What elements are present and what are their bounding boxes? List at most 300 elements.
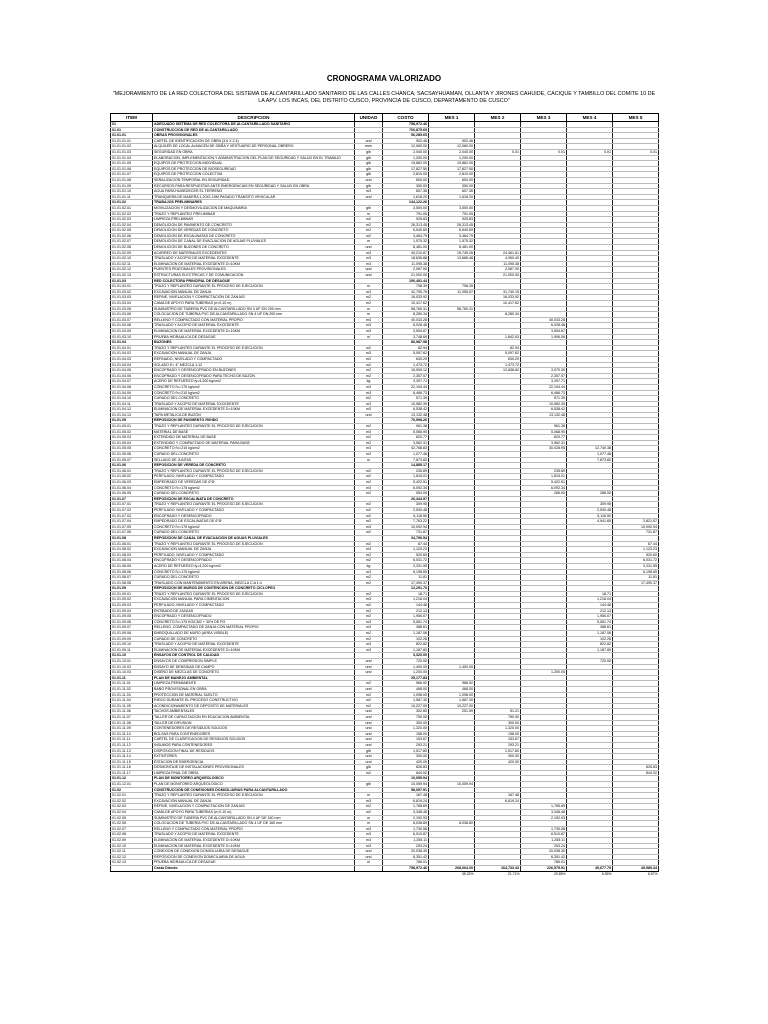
item-cost: 10,227.00: [383, 703, 429, 709]
mes3-value: 253.24: [521, 843, 567, 849]
item-description: EXCAVACION MANUAL DE ZANJA: [153, 351, 355, 357]
mes3-value: 10,982.39: [521, 401, 567, 407]
item-code: 01.01.04.10: [111, 396, 153, 402]
item-code: 01.01.02.03: [111, 217, 153, 223]
item-description: REPOSICION DE CANAL DE EVACUACION DE AGUAS PLUVIALES: [153, 535, 355, 541]
item-cost: 7,763.22: [383, 519, 429, 525]
item-unit: glb: [355, 205, 383, 211]
col-mes1-header: MES 1: [429, 114, 475, 122]
item-cost: 16,033.92: [383, 295, 429, 301]
item-code: 01.01.11.12: [111, 742, 153, 748]
item-cost: 144.46: [383, 603, 429, 609]
item-unit: glb: [355, 155, 383, 161]
item-code: 01.01.01: [111, 133, 153, 139]
table-body: [111, 122, 659, 866]
item-description: TALLER DE DIFUSION: [153, 720, 355, 726]
item-cost: 10,417.62: [383, 301, 429, 307]
mes1-value: 350.00: [429, 183, 475, 189]
mes1-value: 3,464.79: [429, 233, 475, 239]
item-unit: und: [355, 754, 383, 760]
item-unit: m2: [355, 530, 383, 536]
item-description: COLOCACION DE TUBERIA PVC DE ALCANTARILLADO SN 4 UF DE 160 mm: [153, 821, 355, 827]
item-cost: 300.00: [383, 754, 429, 760]
item-unit: m: [355, 334, 383, 340]
item-description: ENCOFRADO Y DESENCOFRADO PARA TECHO DE BUZON: [153, 373, 355, 379]
item-description: DEMOLICION DE CANAL DE EVACUACION DE AGUAS PLUVIALES: [153, 239, 355, 245]
item-cost: 3,397.71: [383, 379, 429, 385]
item-code: 01.01.08.06: [111, 569, 153, 575]
item-description: CARTEL DE CLASIFICACION DE RESIDUOS SOLIDOS: [153, 737, 355, 743]
item-code: 01.02.06: [111, 821, 153, 827]
item-description: REFINE, NIVELACION Y COMPACTACION DE ZANJAS: [153, 295, 355, 301]
item-description: REPOSICION DE VEREDA DE CONCRETO: [153, 463, 355, 469]
item-code: 01.01.06: [111, 463, 153, 469]
item-description: RELLENO, COMPACTADO DE ZANJA CON MATERIAL PROPIO: [153, 625, 355, 631]
total-label: Costo Directo: [153, 865, 355, 871]
item-unit: m2: [355, 424, 383, 430]
item-unit: m3: [355, 289, 383, 295]
item-code: 01.01.08.02: [111, 547, 153, 553]
item-description: DESMONTAJE DE INSTALACIONES PROVISIONALES: [153, 765, 355, 771]
item-unit: m2: [355, 608, 383, 614]
item-cost: 26,344.97: [383, 496, 429, 502]
item-code: 01.01.03: [111, 278, 153, 284]
item-description: OBRAS PROVISIONALES: [153, 133, 355, 139]
item-description: EXCAVACION MANUAL DE ZANJA: [153, 547, 355, 553]
item-description: ELIMINACION DE MATERIAL EXCEDENTE D=10KM: [153, 838, 355, 844]
item-unit: m2: [355, 541, 383, 547]
item-unit: m2: [355, 603, 383, 609]
item-description: SUMINISTRO DE TUBERIA PVC DE ALCANTARILLADO SN 4 UF DE 160 mm: [153, 815, 355, 821]
item-unit: m3: [355, 619, 383, 625]
item-code: 01.01.05.02: [111, 429, 153, 435]
item-code: 01.01.08.07: [111, 575, 153, 581]
item-unit: m3: [355, 838, 383, 844]
item-description: SELLADO DE JUNTAS: [153, 457, 355, 463]
item-unit: m2: [355, 301, 383, 307]
item-cost: 822.82: [383, 642, 429, 648]
item-cost: 1,200.00: [383, 155, 429, 161]
item-cost: 902.46: [383, 138, 429, 144]
item-cost: 420.00: [383, 759, 429, 765]
mes1-value: 1,618.20: [429, 194, 475, 200]
item-description: TRAZO Y REPLANTEO DURANTE EL PROCESO DE EJECUCION: [153, 468, 355, 474]
total-costo: 758,972.46: [383, 865, 429, 871]
item-code: 01.02.03: [111, 804, 153, 810]
item-cost: 70,598.26: [383, 418, 429, 424]
item-code: 01.02.05: [111, 815, 153, 821]
mes5-value: 10,092.94: [613, 524, 659, 530]
item-unit: glb: [355, 172, 383, 178]
item-code: 01.02.10: [111, 843, 153, 849]
item-unit: m: [355, 284, 383, 290]
item-unit: mes: [355, 144, 383, 150]
mes3-value: 1,730.58: [521, 826, 567, 832]
mes3-value: 0.01: [521, 149, 567, 155]
item-cost: 12,060.00: [383, 144, 429, 150]
item-code: 01.01.11.14: [111, 754, 153, 760]
percent-blank: [111, 871, 153, 876]
mes1-value: 1,400.00: [429, 664, 475, 670]
item-description: TRAZO Y REPLANTEO DURANTE EL PROCESO DE EJECUCION: [153, 284, 355, 290]
mes4-value: 2,530.48: [567, 507, 613, 513]
item-description: LIMPIEZA PRELIMINAR: [153, 217, 355, 223]
item-unit: m3: [355, 328, 383, 334]
item-code: 01.01.06.03: [111, 480, 153, 486]
item-code: 01.01.03.05: [111, 306, 153, 312]
item-unit: m: [355, 211, 383, 217]
item-cost: 12,291.70: [383, 586, 429, 592]
item-unit: m3: [355, 256, 383, 262]
item-description: BOLSAS PARA CONTENEDORES: [153, 731, 355, 737]
item-code: 01.01.03.04: [111, 301, 153, 307]
item-cost: 1,123.23: [383, 547, 429, 553]
item-unit: m2: [355, 698, 383, 704]
item-code: 01: [111, 122, 153, 128]
item-code: 01.01.09.10: [111, 642, 153, 648]
item-description: ENSAYO DE DENSIDAD DE CAMPO: [153, 664, 355, 670]
mes1-value: 468.00: [429, 686, 475, 692]
item-code: 01.01.09.08: [111, 631, 153, 637]
item-description: PUENTES PEATONALES PROVISIONALES: [153, 267, 355, 273]
item-code: 01.02.12: [111, 854, 153, 860]
item-description: EMPEDRADO DE VEREDAS DE 6"Ø: [153, 480, 355, 486]
mes1-value: 1,587.30: [429, 698, 475, 704]
item-description: EXTINTORES: [153, 754, 355, 760]
percent-mes3: 29.85%: [554, 871, 566, 876]
item-description: EQUIPOS DE PROTECCION COLECTIVA: [153, 172, 355, 178]
header-row: [111, 114, 659, 122]
mes5-value: 2,821.57: [613, 519, 659, 525]
item-code: 01.01.05.04: [111, 440, 153, 446]
percent-mes1: 35.32%: [462, 871, 474, 876]
mes3-value: 13,132.48: [521, 412, 567, 418]
item-unit: und: [355, 709, 383, 715]
item-code: 01.01.09: [111, 586, 153, 592]
item-code: 01.02.08: [111, 832, 153, 838]
item-code: 01.01.10.03: [111, 670, 153, 676]
item-code: 01.01.09.03: [111, 603, 153, 609]
item-cost: 40,210.87: [383, 250, 429, 256]
item-description: CONCRETO f'c=175 KG/CM2 + 30% DE PG: [153, 619, 355, 625]
mes3-value: 6,510.87: [521, 832, 567, 838]
item-unit: m3: [355, 485, 383, 491]
item-description: TRAZO Y REPLANTEO DURANTE EL PROCESO DE EJECUCION: [153, 541, 355, 547]
item-code: 01.01.08: [111, 535, 153, 541]
mes5-value: 3,331.95: [613, 563, 659, 569]
item-cost: 2,192.93: [383, 815, 429, 821]
mes3-value: 266.00: [521, 491, 567, 497]
item-cost: 731.87: [383, 530, 429, 536]
item-code: 01.01.03.08: [111, 323, 153, 329]
mes5-value: 520.60: [613, 552, 659, 558]
item-code: 01.01.10: [111, 653, 153, 659]
item-description: ADECUADO SISTEMA DE RED COLECTORA DE ALCANTARILLADO SANITARIO: [153, 122, 355, 128]
item-unit: und: [355, 194, 383, 200]
item-description: ENSAYOS DE COMPRESION SIMPLE: [153, 659, 355, 665]
item-description: TRASLADO Y ACOPIO DE MATERIAL EXCEDENTE: [153, 401, 355, 407]
mes5-value: 731.87: [613, 530, 659, 536]
mes4-value: 1,950.07: [567, 614, 613, 620]
item-description: EQUIPOS DE PROTECCION DE BIOSEGURIDAD: [153, 166, 355, 172]
col-item-header: ITEM: [111, 114, 153, 122]
item-code: 01.01.01.04: [111, 155, 153, 161]
item-description: TRAZO Y REPLANTEO PRELIMINAR: [153, 211, 355, 217]
item-cost: 1,730.58: [383, 826, 429, 832]
item-cost: 21,000.00: [383, 273, 429, 279]
item-cost: 5,097.62: [383, 351, 429, 357]
item-description: PERFILADO, NIVELADO Y COMPACTADO: [153, 507, 355, 513]
item-unit: m2: [355, 233, 383, 239]
item-cost: 18,636.88: [383, 256, 429, 262]
item-unit: m3: [355, 407, 383, 413]
item-unit: m3: [355, 317, 383, 323]
mes2-value: 51.21: [475, 709, 521, 715]
mes2-value: 21,000.00: [475, 273, 521, 279]
item-unit: m: [355, 793, 383, 799]
item-description: TRASLADO Y ACOPIO DE MATERIAL EXCEDENTE: [153, 832, 355, 838]
item-unit: und: [355, 273, 383, 279]
item-description: CURADO DEL CONCRETO: [153, 396, 355, 402]
item-cost: 3,320.00: [383, 653, 429, 659]
item-description: REFINE, NIVELACION Y COMPACTACION DE ZANJAS: [153, 804, 355, 810]
item-code: 01.01.06.04: [111, 485, 153, 491]
item-unit: m: [355, 312, 383, 318]
item-code: 01.01.11: [111, 675, 153, 681]
item-unit: m2: [355, 217, 383, 223]
mes4-value: 4,941.65: [567, 519, 613, 525]
item-description: CAMA DE APOYO PARA TUBERIAS (e=0.10 m): [153, 301, 355, 307]
item-cost: 468.00: [383, 686, 429, 692]
item-code: 01.02.02: [111, 798, 153, 804]
item-code: 01.01.07: [111, 496, 153, 502]
mes1-value: 2,040.00: [429, 149, 475, 155]
item-unit: m3: [355, 429, 383, 435]
item-unit: m3: [355, 625, 383, 631]
item-unit: m2: [355, 373, 383, 379]
item-cost: 3,348.48: [383, 810, 429, 816]
item-code: 01.01.01.06: [111, 166, 153, 172]
mes3-value: 5,422.51: [521, 480, 567, 486]
mes2-value: 158.00: [475, 731, 521, 737]
mes5-value: 1,123.23: [613, 547, 659, 553]
item-cost: 300.00: [383, 720, 429, 726]
mes1-value: 12,060.00: [429, 144, 475, 150]
item-cost: 1,950.07: [383, 614, 429, 620]
item-cost: 6,819.24: [383, 798, 429, 804]
item-code: 01.01.01.03: [111, 149, 153, 155]
item-cost: 42,768.83: [383, 446, 429, 452]
mes4-value: 1,216.04: [567, 597, 613, 603]
item-code: 01.01.11.15: [111, 759, 153, 765]
mes3-value: 6,028.46: [521, 323, 567, 329]
mes1-value: 902.46: [429, 138, 475, 144]
item-code: 01.01.11.08: [111, 720, 153, 726]
item-unit: m2: [355, 435, 383, 441]
item-description: PROTECCION DE MATERIAL SUELTO: [153, 692, 355, 698]
item-cost: 3,500.00: [383, 205, 429, 211]
mes3-value: 1,255.11: [521, 838, 567, 844]
item-cost: 10,982.39: [383, 401, 429, 407]
item-code: 01.01.11.16: [111, 765, 153, 771]
item-description: REPOSICION DE ESCALINATA DE CONCRETO: [153, 496, 355, 502]
item-unit: und: [355, 759, 383, 765]
item-code: 01.01.09.02: [111, 597, 153, 603]
item-code: 01.01.01.02: [111, 144, 153, 150]
mes2-value: 24,461.61: [475, 250, 521, 256]
mes3-value: 2,192.93: [521, 815, 567, 821]
item-cost: 26,313.45: [383, 222, 429, 228]
item-description: EMBOQUILLADO DE MURO (AREA VISIBLE): [153, 631, 355, 637]
item-description: SOLADO E= 4" MEZCLA 1:12: [153, 362, 355, 368]
item-description: DEMOLICION DE BUZONES DE CONCRETO: [153, 245, 355, 251]
mes4-value: 1,187.06: [567, 631, 613, 637]
item-cost: 1,618.20: [383, 194, 429, 200]
item-description: RELLENO Y COMPACTADO CON MATERIAL PROPIO: [153, 317, 355, 323]
item-code: 01.01.04.12: [111, 407, 153, 413]
item-unit: m: [355, 815, 383, 821]
mes3-value: 1,815.01: [521, 474, 567, 480]
mes1-value: 10,227.00: [429, 703, 475, 709]
mes2-value: 5,097.62: [475, 351, 521, 357]
item-code: 01.01.02.13: [111, 273, 153, 279]
item-description: CONCRETO f'c=210 kg/cm2: [153, 390, 355, 396]
item-code: 01.01.02.02: [111, 211, 153, 217]
mes2-value: 293.21: [475, 742, 521, 748]
item-code: 01.01.09.06: [111, 619, 153, 625]
mes4-value: 212.13: [567, 608, 613, 614]
item-description: ENSAYOS DE CONTROL DE CALIDAD: [153, 653, 355, 659]
item-unit: und: [355, 731, 383, 737]
item-cost: 11.81: [383, 575, 429, 581]
item-code: 01.01.03.07: [111, 317, 153, 323]
item-description: SEGURIDAD EN OBRA: [153, 149, 355, 155]
item-unit: m: [355, 306, 383, 312]
item-unit: m2: [355, 692, 383, 698]
item-unit: und: [355, 245, 383, 251]
item-code: 01.02.09: [111, 838, 153, 844]
item-code: 01.02: [111, 787, 153, 793]
mes5-value: 826.83: [613, 765, 659, 771]
mes3-value: 961.38: [521, 424, 567, 430]
item-description: ALQUILER DE LOCAL ALMACEN DE OBRA Y VESTUARIO DE PERSONAL OBRERO: [153, 144, 355, 150]
item-unit: m: [355, 860, 383, 866]
item-unit: m2: [355, 295, 383, 301]
item-cost: 1,575.32: [383, 239, 429, 245]
percent-blank: [355, 871, 383, 876]
item-cost: 58,097.91: [383, 787, 429, 793]
mes1-value: 8,038.80: [429, 821, 475, 827]
item-unit: m3: [355, 798, 383, 804]
percent-mes2: 21.71%: [508, 871, 520, 876]
mes2-value: 153.67: [475, 737, 521, 743]
item-code: 01.01.04.08: [111, 384, 153, 390]
mes2-value: 630.29: [475, 356, 521, 362]
item-code: 01.01.05.07: [111, 457, 153, 463]
item-unit: glb: [355, 765, 383, 771]
mes2-value: 420.00: [475, 759, 521, 765]
mes2-value: 10,417.62: [475, 301, 521, 307]
item-unit: und: [355, 854, 383, 860]
item-description: TRASLADO Y ACOPIO DE MATERIAL EXCEDENTE: [153, 323, 355, 329]
item-cost: 1,400.00: [383, 664, 429, 670]
mes3-value: 40,033.28: [521, 317, 567, 323]
item-cost: 86,987.98: [383, 340, 429, 346]
item-code: 01.01.01.09: [111, 183, 153, 189]
item-unit: m3: [355, 401, 383, 407]
total-mes1: 268,064.00: [429, 865, 475, 871]
col-descripcion-header: DESCRIPCION: [153, 114, 355, 122]
item-unit: m: [355, 457, 383, 463]
item-cost: 6,092.34: [383, 485, 429, 491]
item-unit: m2: [355, 468, 383, 474]
item-description: REPOSICION DE MUROS DE CONTENCION DE CONCRETO CICLOPEO: [153, 586, 355, 592]
item-cost: 1,187.06: [383, 631, 429, 637]
item-cost: 826.83: [383, 765, 429, 771]
item-unit: m2: [355, 591, 383, 597]
item-cost: 720.00: [383, 659, 429, 665]
item-description: TRAZO Y REPLANTEO DURANTE EL PROCESO DE EJECUCION: [153, 793, 355, 799]
item-unit: m2: [355, 703, 383, 709]
item-description: ENCOFRADO Y DESENCOFRADO EN BUZONES: [153, 368, 355, 374]
item-cost: 17,827.50: [383, 166, 429, 172]
total-mes5: 49,989.34: [613, 865, 659, 871]
item-cost: 293.21: [383, 742, 429, 748]
item-unit: m2: [355, 480, 383, 486]
item-unit: m2: [355, 614, 383, 620]
item-unit: und: [355, 714, 383, 720]
item-unit: m3: [355, 446, 383, 452]
item-cost: 67.44: [383, 541, 429, 547]
item-description: ENCOFRADO Y DESENCOFRADO: [153, 558, 355, 564]
item-code: 01.02.13: [111, 860, 153, 866]
total-mes4: 49,677.79: [567, 865, 613, 871]
item-unit: kg: [355, 379, 383, 385]
item-unit: glb: [355, 748, 383, 754]
item-cost: 2,810.00: [383, 172, 429, 178]
item-cost: 3,748.69: [383, 334, 429, 340]
item-cost: 7,873.82: [383, 457, 429, 463]
item-unit: m2: [355, 631, 383, 637]
item-unit: m: [355, 821, 383, 827]
item-code: 01.01.05.01: [111, 424, 153, 430]
item-cost: 8,481.00: [383, 245, 429, 251]
item-unit: und: [355, 177, 383, 183]
item-code: 01.01.11.02: [111, 686, 153, 692]
item-cost: 520.60: [383, 552, 429, 558]
item-code: 01.01.07.05: [111, 524, 153, 530]
item-cost: 3,331.95: [383, 563, 429, 569]
item-description: EXTENDIDO Y COMPACTADO DE MATERIAL PARA BASE: [153, 440, 355, 446]
item-description: CONCRETO f'c=175 kg/cm2: [153, 485, 355, 491]
item-code: 01.01.02.12: [111, 267, 153, 273]
item-code: 01.01.01.08: [111, 177, 153, 183]
item-cost: 1,320.00: [383, 726, 429, 732]
item-cost: 58,760.31: [383, 306, 429, 312]
item-cost: 798.39: [383, 284, 429, 290]
item-code: 01.01.02.04: [111, 222, 153, 228]
item-code: 01.01.01.07: [111, 172, 153, 178]
item-cost: 6,540.69: [383, 228, 429, 234]
item-cost: 56,289.65: [383, 133, 429, 139]
item-code: 01.01.08.04: [111, 558, 153, 564]
item-description: CURADO DEL CONCRETO: [153, 491, 355, 497]
mes3-value: 1,785.69: [521, 804, 567, 810]
item-cost: 6,028.46: [383, 323, 429, 329]
col-mes5-header: MES 5: [613, 114, 659, 122]
mes3-value: 30,028.95: [521, 446, 567, 452]
item-description: ELIMINACION DE MATERIAL EXCEDENTE D=10KM: [153, 261, 355, 267]
